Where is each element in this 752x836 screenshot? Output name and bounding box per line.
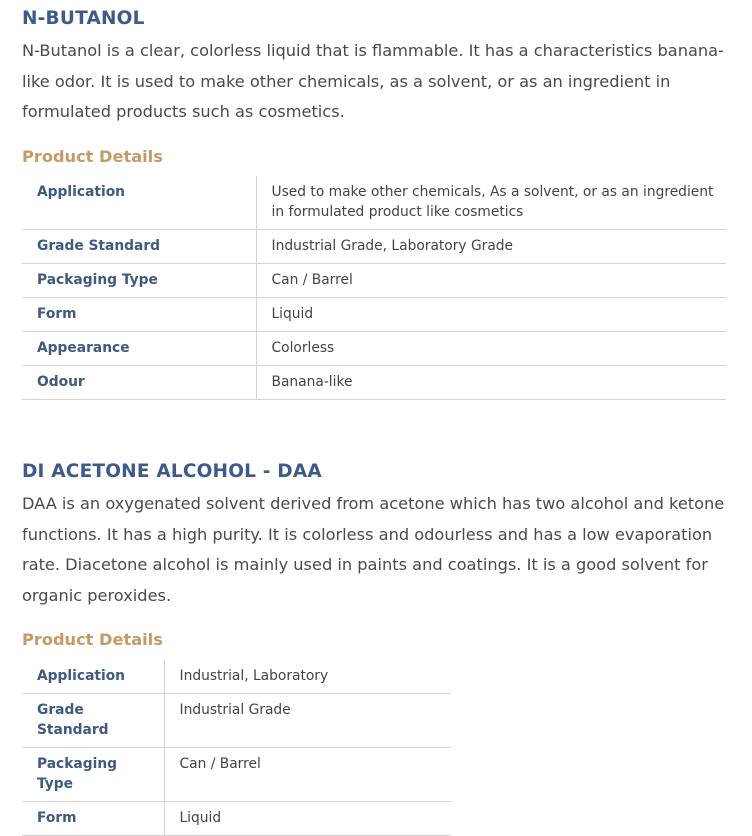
row-label: Packaging Type — [37, 756, 118, 792]
table-row — [22, 365, 726, 399]
product-description: N-Butanol is a clear, colorless liquid that is flammable. It has a characteristics banana-like odor. It is used to make other chemicals, as a solvent, or as an ingredient in formulated products such as cosmetics. — [22, 41, 724, 121]
table-row — [22, 694, 451, 748]
product-details-heading: Product Details — [22, 630, 163, 649]
product-title: DI ACETONE ALCOHOL - DAA — [22, 461, 322, 482]
product-section-daa — [22, 461, 734, 836]
table-row — [22, 331, 726, 365]
row-value: Banana-like — [256, 365, 726, 399]
table-row — [22, 660, 451, 694]
row-label: Grade Standard — [37, 237, 161, 254]
row-label: Form — [37, 305, 77, 322]
row-value: Used to make other chemicals, As a solvent, or as an ingredient in formulated product like cosmetics — [256, 176, 726, 230]
table-row — [22, 748, 451, 802]
row-value: Industrial Grade, Laboratory Grade — [256, 229, 726, 263]
row-value: Liquid — [256, 297, 726, 331]
table-row — [22, 176, 726, 230]
product-description: DAA is an oxygenated solvent derived from acetone which has two alcohol and ketone functions. It has a high purity. It is colorless and odourless and has a low evaporation rate. Diacetone alcohol is mainly used in paints and coatings. It is a good solvent for organic peroxides. — [22, 494, 725, 605]
table-row — [22, 802, 451, 836]
product-title: N-BUTANOL — [22, 8, 145, 29]
row-value: Colorless — [256, 331, 726, 365]
row-label: Application — [37, 668, 126, 684]
row-value: Can / Barrel — [164, 748, 451, 802]
row-value: Industrial, Laboratory — [164, 660, 451, 694]
table-row — [22, 297, 726, 331]
row-label: Appearance — [37, 339, 130, 356]
product-details-table — [22, 176, 726, 400]
row-label: Odour — [37, 373, 85, 390]
row-label: Grade Standard — [37, 702, 109, 738]
product-details-heading: Product Details — [22, 146, 163, 166]
row-value: Industrial Grade — [164, 694, 451, 748]
product-details-table — [22, 660, 451, 836]
row-value: Can / Barrel — [256, 263, 726, 297]
row-label: Form — [37, 810, 77, 826]
table-row — [22, 263, 726, 297]
row-label: Application — [37, 183, 126, 200]
row-value: Liquid — [164, 802, 451, 836]
row-label: Packaging Type — [37, 271, 158, 288]
table-row — [22, 229, 726, 263]
product-section-n-butanol — [22, 8, 734, 400]
